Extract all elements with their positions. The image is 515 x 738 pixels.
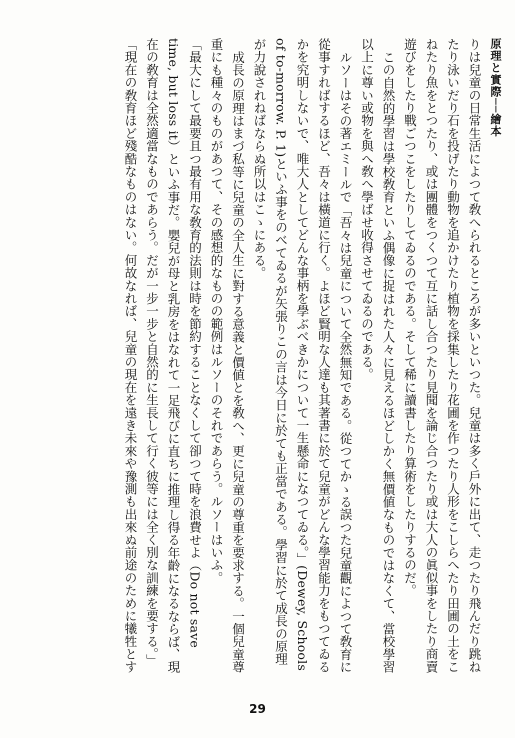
body-text (25, 38, 485, 678)
paragraph: りは兒童の日常生活によつて敎へられるところが多いといつた。兒童は多く戶外に出て、走つたり飛んだり跳ねたり泳いだり石を投げたり動物を追かけたり植物を採集したり花圃を作つたり人形をこしらへたり田圃の土をこねたり魚をとつたり、或は團體をつくつて互に話し合つたり見聞を論じ合つたり或は大人の眞似事をしたり商賣遊びをしたり戰ごつこをしたりしてゐるのである。そして稀に讀書したり算術をしたりするのだ。 (402, 38, 482, 673)
quotation-paragraph: 「現在の敎育ほど殘酷なものはない。何故なれば、兒童の現在を遠き未來や豫測も出來ぬ前途のために犧牲とす (123, 38, 138, 673)
page-number: 29 (249, 702, 266, 716)
running-header: 原理と實際──繪本 (489, 38, 502, 138)
paragraph: この自然的學習は學校敎育といふ偶像に捉はれた人々に見えるほどしかく無價値なものではなくて、當校學習以上に尊い或物を與へ敎へ學ばせ收得させてゐるのである。 (359, 38, 396, 673)
paragraph: ルソーはその著エミールで「吾々は兒童について全然無知である。從つてかゝる誤つた兒童觀によつて敎育に從事すればするほど、吾々は橫道に行く。よほど賢明な人達も其著書に於て兒童がどんな學習能力をもつてゐるかを究明しないで、唯大人としてどんな事柄を學ぶべきかについて一生懸命になつてゐる。」(Dewey, Schools of to-morrow. P. 1)といふ事をのべてゐるが矢張りこの言は今日に於ても正當である。學習に於て成長の原理が力說されねばならぬ所以はこゝにある。 (252, 38, 353, 673)
paragraph: 成長の原理はまづ私等に兒童の全人生に對する意義と價値とを敎へ、更に兒童の尊重を要求する。一個兒童尊重にも種々のものがあつて、その感想的なものの範例はルソーのそれであらう。ルソーはいふ。 (209, 38, 246, 673)
quotation-paragraph: 「最大にして最要且つ最有用な敎育的法則は時を節約することなくして卻つて時を浪費せよ（Do not save time, but loss it）といふ事だ。嬰兒が母と乳房をはなれて一足飛びに直ちに推理し得る年齡になるならば、現在の敎育は全然適當なものであらう。だが一步一步と自然的に生長して行く彼等には全く別な訓練を要する。」 (144, 38, 203, 674)
